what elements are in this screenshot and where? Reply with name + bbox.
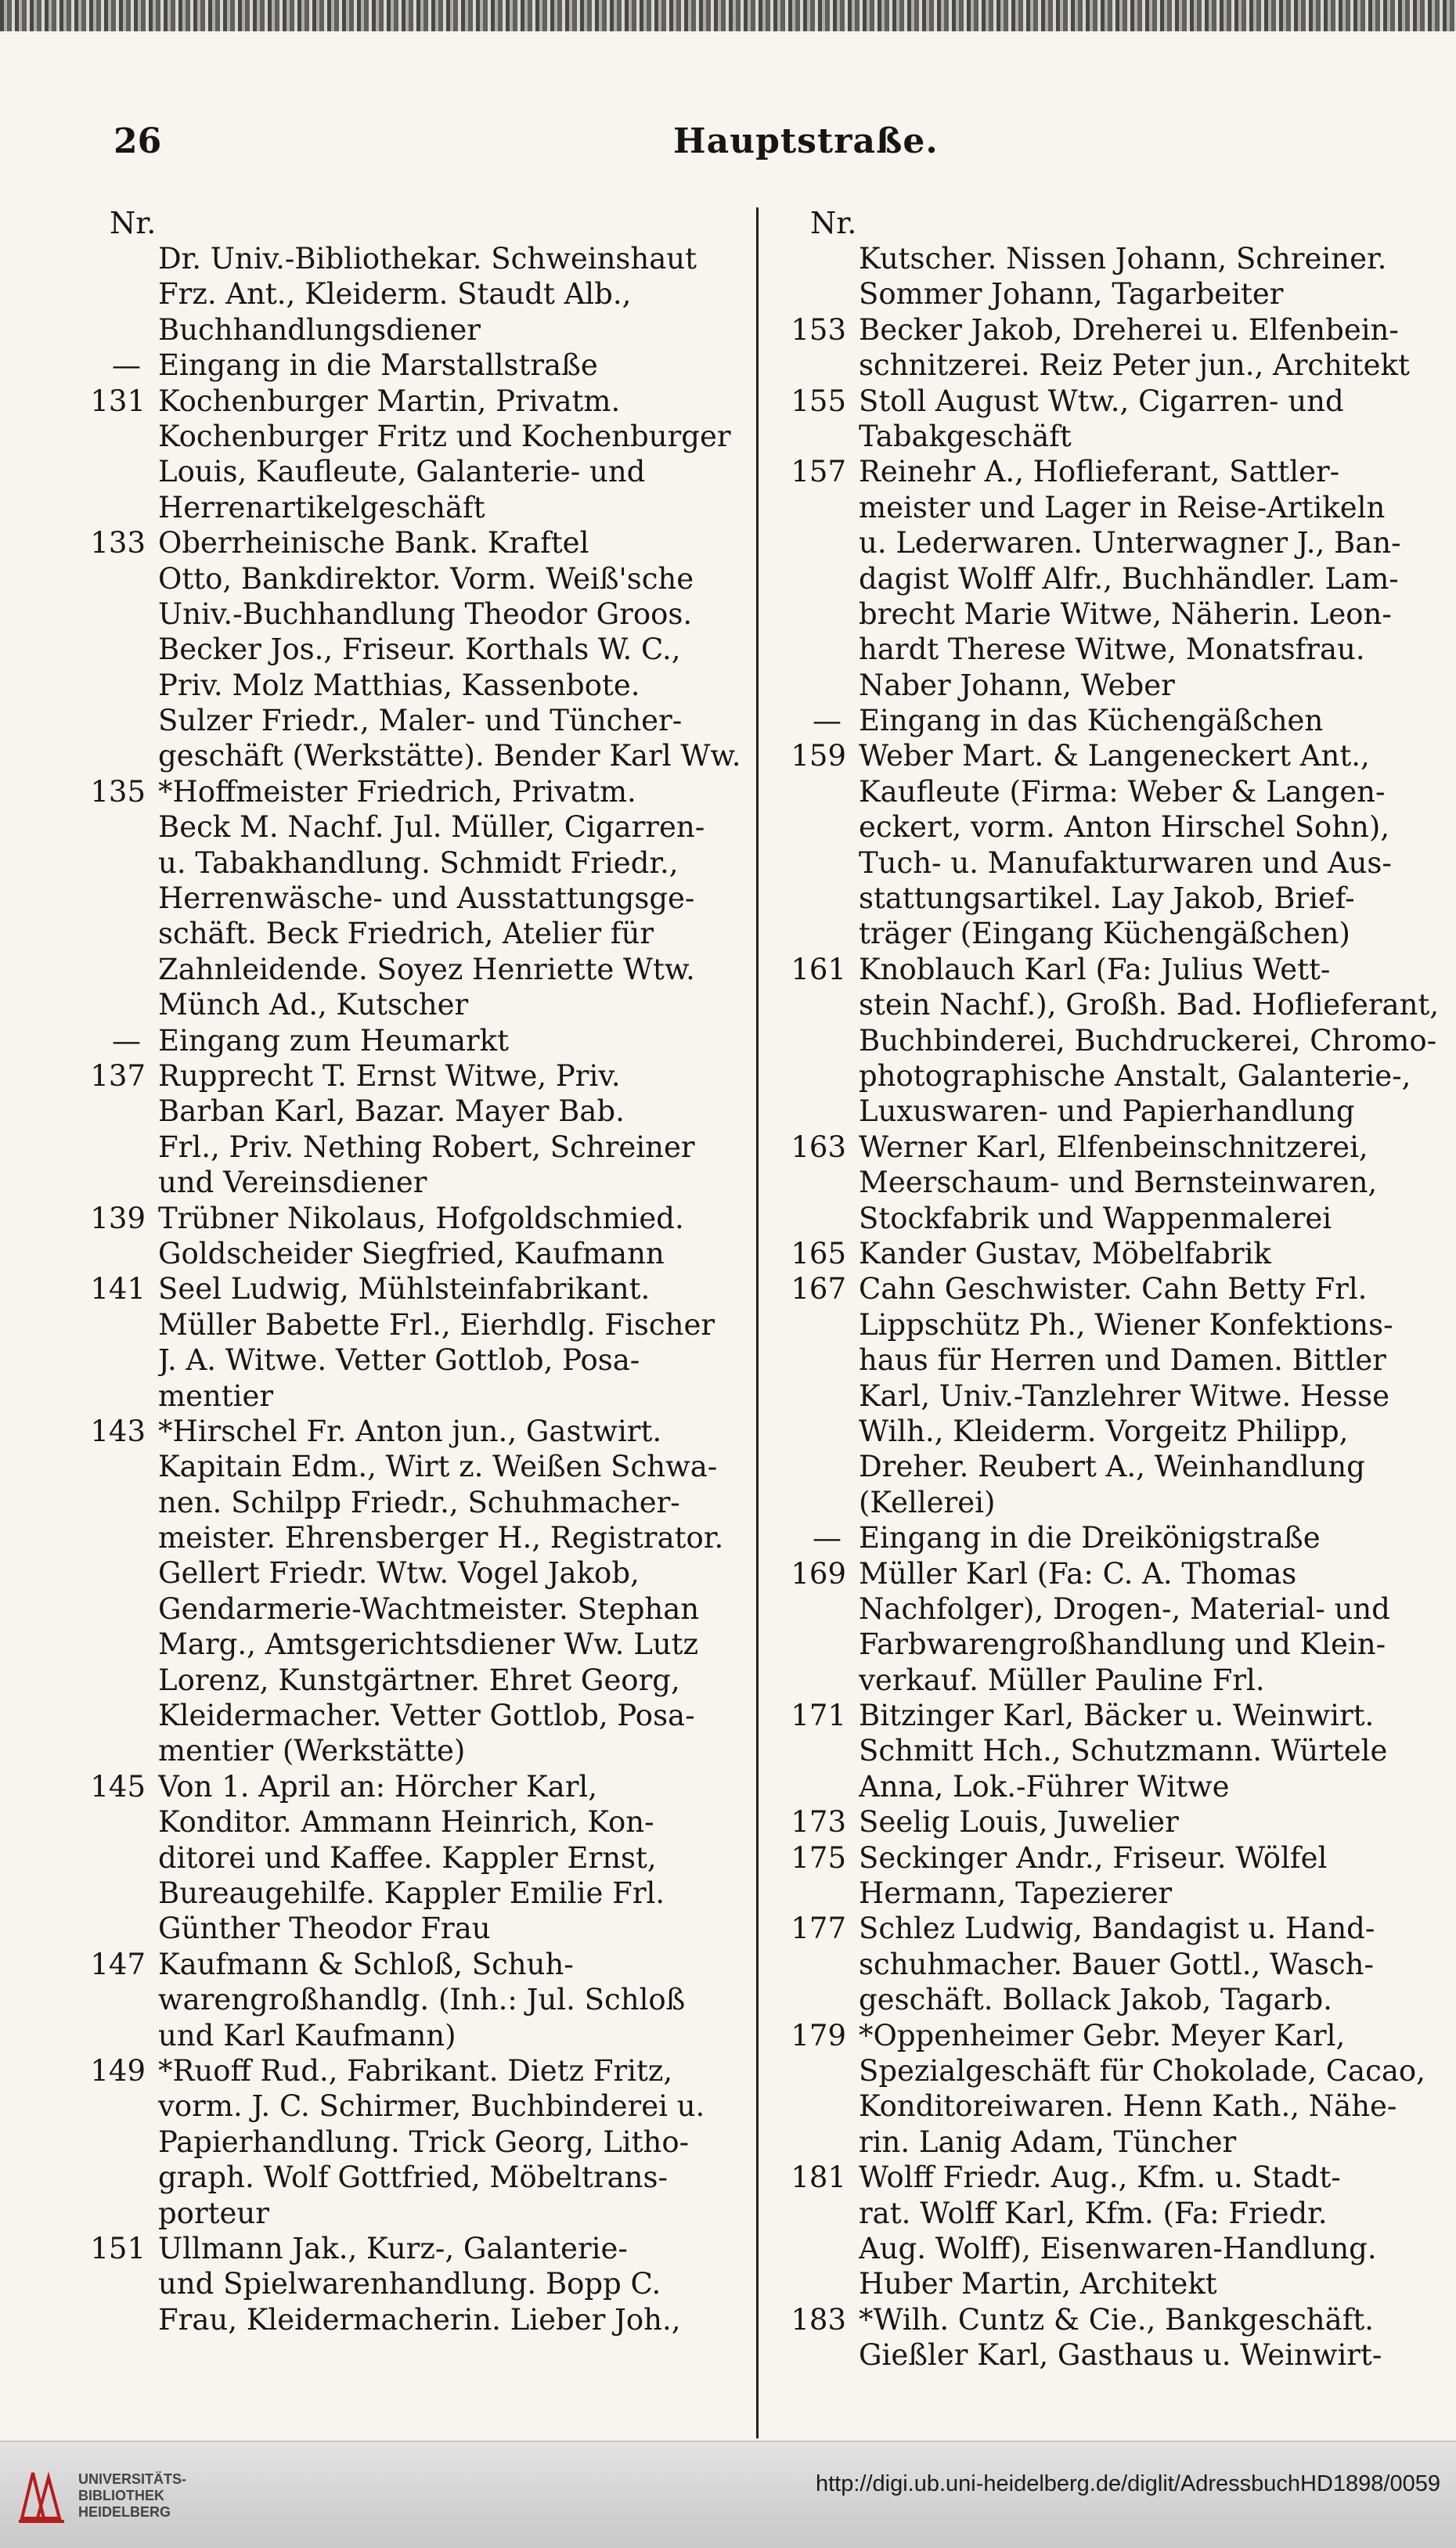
house-number: 143: [90, 1414, 146, 1448]
entry-line: Meerschaum- und Bernsteinwaren,: [859, 1166, 1378, 1200]
entry-text: [859, 384, 1417, 455]
house-number: 181: [791, 2161, 846, 2195]
library-name-line: BIBLIOTHEK: [78, 2488, 164, 2503]
address-entry: [70, 1947, 744, 2053]
entry-line: Werner Karl, Elfenbeinschnitzerei,: [859, 1130, 1368, 1164]
right-column: [771, 205, 1440, 2373]
entry-line: Eingang zum Heumarkt: [158, 1023, 509, 1058]
entry-line: vorm. J. C. Schirmer, Buchbinderei u.: [158, 2089, 705, 2124]
entry-line: Oberrheinische Bank. Kraftel: [158, 526, 589, 560]
entry-line: Cahn Geschwister. Cahn Betty Frl.: [859, 1272, 1368, 1306]
entry-line: Dreher. Reubert A., Weinhandlung: [859, 1450, 1365, 1484]
entry-line: Stoll August Wtw., Cigarren- und: [859, 384, 1344, 418]
entry-text: [158, 2231, 744, 2337]
entry-text: [859, 1698, 1417, 1804]
entry-line: meister. Ehrensberger H., Registrator.: [158, 1521, 724, 1555]
entry-line: Spezialgeschäft für Chokolade, Cacao,: [859, 2053, 1425, 2088]
entry-line: Seelig Louis, Juwelier: [859, 1805, 1179, 1840]
entry-line: photographische Anstalt, Galanterie-,: [859, 1059, 1411, 1093]
house-number: 159: [791, 739, 846, 773]
library-name-line: UNIVERSITÄTS-: [78, 2471, 187, 2487]
entry-text: [158, 384, 744, 526]
house-number: [771, 241, 859, 312]
entry-line: Konditoreiwaren. Henn Kath., Nähe-: [859, 2089, 1397, 2124]
entry-line: Zahnleidende. Soyez Henriette Wtw.: [158, 952, 695, 986]
entry-line: Louis, Kaufleute, Galanterie- und: [158, 455, 646, 489]
house-number: 141: [90, 1272, 146, 1306]
entry-text: [859, 454, 1417, 703]
house-number: 173: [791, 1805, 846, 1840]
entry-line: *Hirschel Fr. Anton jun., Gastwirt.: [158, 1414, 662, 1448]
entry-line: mentier: [158, 1379, 274, 1413]
entry-line: meister und Lager in Reise-Artikeln: [859, 490, 1386, 524]
entry-line: Konditor. Ammann Heinrich, Kon-: [158, 1805, 654, 1840]
entry-line: Kutscher. Nissen Johann, Schreiner.: [859, 242, 1387, 276]
nr-header: Nr.: [110, 206, 157, 240]
house-number: 177: [791, 1912, 846, 1946]
entry-line: Farbwarengroßhandlung und Klein-: [859, 1627, 1386, 1662]
entry-line: eckert, vorm. Anton Hirschel Sohn),: [859, 810, 1390, 845]
entrance-marker: —: [813, 704, 842, 738]
entry-line: Buchbinderei, Buchdruckerei, Chromo-: [859, 1023, 1437, 1058]
entry-line: *Oppenheimer Gebr. Meyer Karl,: [859, 2018, 1346, 2052]
entry-line: nen. Schilpp Friedr., Schuhmacher-: [158, 1485, 680, 1519]
entry-line: Eingang in das Küchengäßchen: [859, 704, 1324, 738]
entry-line: Stockfabrik und Wappenmalerei: [859, 1201, 1332, 1235]
entry-line: ditorei und Kaffee. Kappler Ernst,: [158, 1840, 657, 1875]
footer-bar: [0, 2441, 1456, 2548]
entry-line: Münch Ad., Kutscher: [158, 988, 469, 1022]
entry-line: Hermann, Tapezierer: [859, 1876, 1173, 1911]
entry-line: Kaufleute (Firma: Weber & Langen-: [859, 774, 1386, 809]
entry-line: Kaufmann & Schloß, Schuh-: [158, 1947, 574, 1981]
entry-line: Otto, Bankdirektor. Vorm. Weiß'sche: [158, 561, 694, 596]
entry-text: [158, 348, 744, 383]
entry-text: [158, 1058, 744, 1201]
entry-line: Eingang in die Dreikönigstraße: [859, 1521, 1321, 1555]
entry-line: Bureaugehilfe. Kappler Emilie Frl.: [158, 1876, 665, 1910]
entry-line: Kochenburger Martin, Privatm.: [158, 384, 621, 418]
entry-line: porteur: [158, 2196, 269, 2230]
entry-text: [859, 2018, 1425, 2161]
entry-line: Müller Babette Frl., Eierhdlg. Fischer: [158, 1307, 715, 1342]
entry-line: Buchhandlungsdiener: [158, 312, 481, 347]
address-entry: [70, 2231, 744, 2337]
entry-line: *Ruoff Rud., Fabrikant. Dietz Fritz,: [158, 2053, 673, 2088]
entry-line: u. Tabakhandlung. Schmidt Friedr.,: [158, 845, 679, 880]
entry-line: und Vereinsdiener: [158, 1166, 427, 1200]
page-number: 26: [114, 121, 162, 161]
entry-line: (Kellerei): [859, 1485, 996, 1519]
address-entry: [771, 703, 1417, 738]
entrance-marker: —: [813, 1521, 842, 1555]
house-number: 161: [791, 952, 846, 986]
entry-line: Gendarmerie-Wachtmeister. Stephan: [158, 1591, 700, 1626]
house-number: 175: [791, 1840, 846, 1875]
entry-line: rat. Wolff Karl, Kfm. (Fa: Friedr.: [859, 2196, 1328, 2230]
entry-line: Wolff Friedr. Aug., Kfm. u. Stadt-: [859, 2161, 1341, 2195]
entry-line: rin. Lanig Adam, Tüncher: [859, 2125, 1237, 2159]
column-divider: [756, 207, 759, 2438]
house-number: 169: [791, 1556, 846, 1591]
entry-text: [859, 2160, 1417, 2302]
entry-line: Rupprecht T. Ernst Witwe, Priv.: [158, 1059, 621, 1094]
address-entry: [771, 1520, 1417, 1555]
address-entry: [70, 525, 744, 774]
entry-line: schuhmacher. Bauer Gottl., Wasch-: [859, 1947, 1374, 1981]
library-logo-icon: [16, 2463, 70, 2526]
entry-line: hardt Therese Witwe, Monatsfrau.: [859, 632, 1365, 667]
entry-line: Barban Karl, Bazar. Mayer Bab.: [158, 1094, 625, 1129]
address-entry: [771, 1698, 1417, 1804]
house-number: 131: [90, 384, 146, 418]
entry-line: Weber Mart. & Langeneckert Ant.,: [859, 739, 1370, 773]
entry-line: Marg., Amtsgerichtsdiener Ww. Lutz: [158, 1627, 698, 1662]
entry-line: Trübner Nikolaus, Hofgoldschmied.: [158, 1201, 684, 1235]
entry-text: [859, 241, 1417, 312]
entry-line: Frz. Ant., Kleiderm. Staudt Alb.,: [158, 277, 632, 312]
address-entry: [771, 1804, 1417, 1840]
entry-line: Bitzinger Karl, Bäcker u. Weinwirt.: [859, 1699, 1375, 1733]
address-entry: [771, 1911, 1417, 2017]
entry-line: schnitzerei. Reiz Peter jun., Architekt: [859, 348, 1410, 383]
house-number: 147: [90, 1947, 146, 1981]
address-entry: [771, 1556, 1417, 1699]
entry-text: [158, 1947, 744, 2053]
entry-line: träger (Eingang Küchengäßchen): [859, 917, 1350, 951]
entry-line: Goldscheider Siegfried, Kaufmann: [158, 1236, 665, 1270]
entry-line: Knoblauch Karl (Fa: Julius Wett-: [859, 952, 1331, 986]
entry-line: Naber Johann, Weber: [859, 668, 1175, 702]
address-entry: [771, 2302, 1417, 2373]
address-entry: [70, 241, 744, 348]
entry-line: u. Lederwaren. Unterwagner J., Ban-: [859, 526, 1401, 560]
house-number: 157: [791, 455, 846, 489]
entry-line: Schmitt Hch., Schutzmann. Würtele: [859, 1734, 1388, 1768]
entry-line: Tuch- u. Manufakturwaren und Aus-: [859, 845, 1392, 880]
entry-text: [158, 1769, 744, 1947]
address-entry: [771, 1130, 1417, 1236]
address-entry: [70, 1769, 744, 1947]
entry-text: [859, 1911, 1417, 2017]
entry-text: [859, 738, 1417, 951]
entry-text: [158, 525, 744, 774]
address-entry: [70, 1023, 744, 1058]
source-url-link[interactable]: http://digi.ub.uni-heidelberg.de/diglit/AdressbuchHD1898/0059: [815, 2471, 1440, 2496]
entry-line: *Hoffmeister Friedrich, Privatm.: [158, 774, 636, 809]
address-entry: [70, 774, 744, 1023]
address-entry: [70, 1201, 744, 1272]
address-entry: [70, 348, 744, 383]
entry-line: Becker Jakob, Dreherei u. Elfenbein-: [859, 312, 1399, 347]
entrance-marker: —: [112, 348, 141, 383]
house-number: [70, 241, 158, 348]
address-entry: [70, 1414, 744, 1769]
address-entry: [70, 1271, 744, 1414]
house-number: 171: [791, 1699, 846, 1733]
address-entry: [771, 2160, 1417, 2302]
entry-line: Sulzer Friedr., Maler- und Tüncher-: [158, 704, 683, 738]
entry-line: geschäft (Werkstätte). Bender Karl Ww.: [158, 739, 741, 773]
entry-line: Eingang in die Marstallstraße: [158, 348, 598, 383]
entry-line: stattungsartikel. Lay Jakob, Brief-: [859, 881, 1355, 916]
entry-text: [158, 1023, 744, 1058]
entry-text: [859, 1236, 1417, 1271]
entry-line: Wilh., Kleiderm. Vorgeitz Philipp,: [859, 1414, 1349, 1448]
library-name-line: HEIDELBERG: [78, 2504, 171, 2520]
house-number: 151: [90, 2231, 146, 2265]
entry-line: geschäft. Bollack Jakob, Tagarb.: [859, 1983, 1332, 2017]
address-entry: [771, 1236, 1417, 1271]
entry-line: Schlez Ludwig, Bandagist u. Hand-: [859, 1912, 1375, 1946]
house-number: 179: [791, 2018, 846, 2052]
address-entry: [771, 241, 1417, 312]
address-entry: [70, 2053, 744, 2231]
house-number: 149: [90, 2053, 146, 2088]
entry-line: Reinehr A., Hoflieferant, Sattler-: [859, 455, 1340, 489]
house-number: 139: [90, 1201, 146, 1235]
entry-text: [859, 952, 1439, 1130]
entry-line: graph. Wolf Gottfried, Möbeltrans-: [158, 2161, 668, 2195]
scan-edge: [0, 0, 1456, 31]
entry-line: *Wilh. Cuntz & Cie., Bankgeschäft.: [859, 2302, 1375, 2337]
address-entry: [771, 312, 1417, 384]
entry-line: und Karl Kaufmann): [158, 2018, 456, 2052]
entry-line: Herrenartikelgeschäft: [158, 490, 485, 524]
house-number: 135: [90, 774, 146, 809]
entry-line: Kleidermacher. Vetter Gottlob, Posa-: [158, 1699, 695, 1733]
entry-line: Univ.-Buchhandlung Theodor Groos.: [158, 596, 693, 631]
house-number: 137: [90, 1059, 146, 1094]
address-entry: [771, 2018, 1425, 2161]
entry-text: [859, 312, 1417, 384]
entry-line: brecht Marie Witwe, Näherin. Leon-: [859, 596, 1392, 631]
entry-line: Seel Ludwig, Mühlsteinfabrikant.: [158, 1272, 651, 1306]
entry-line: Aug. Wolff), Eisenwaren-Handlung.: [859, 2231, 1377, 2265]
house-number: 145: [90, 1769, 146, 1804]
entry-line: Kander Gustav, Möbelfabrik: [859, 1236, 1271, 1270]
entry-line: Kapitain Edm., Wirt z. Weißen Schwa-: [158, 1450, 718, 1484]
entry-line: Kochenburger Fritz und Kochenburger: [158, 419, 731, 453]
entry-line: Papierhandlung. Trick Georg, Litho-: [158, 2125, 690, 2159]
entry-line: und Spielwarenhandlung. Bopp C.: [158, 2267, 661, 2301]
entry-text: [859, 703, 1417, 738]
address-entry: [70, 1058, 744, 1201]
entry-text: [859, 1840, 1417, 1912]
entry-text: [859, 2302, 1417, 2373]
entry-line: Müller Karl (Fa: C. A. Thomas: [859, 1556, 1297, 1591]
library-name: [78, 2471, 186, 2521]
entry-text: [158, 1201, 744, 1272]
house-number: 155: [791, 384, 846, 418]
address-entry: [771, 738, 1417, 951]
entrance-marker: —: [112, 1023, 141, 1058]
entry-line: verkauf. Müller Pauline Frl.: [859, 1663, 1265, 1697]
entry-line: stein Nachf.), Großh. Bad. Hoflieferant,: [859, 988, 1440, 1022]
left-column: [70, 205, 744, 2337]
entry-line: Tabakgeschäft: [859, 419, 1072, 453]
entry-line: Günther Theodor Frau: [158, 1912, 491, 1946]
address-entry: [771, 952, 1440, 1130]
entry-line: Gießler Karl, Gasthaus u. Weinwirt-: [859, 2338, 1382, 2373]
entry-line: Von 1. April an: Hörcher Karl,: [158, 1769, 597, 1804]
entry-text: [158, 241, 744, 348]
entry-line: Beck M. Nachf. Jul. Müller, Cigarren-: [158, 810, 705, 845]
entry-text: [158, 2053, 744, 2231]
nr-header: Nr.: [810, 206, 857, 240]
house-number: 153: [791, 312, 846, 347]
entry-line: Herrenwäsche- und Ausstattungsge-: [158, 881, 695, 916]
address-entry: [771, 1271, 1417, 1520]
entry-line: dagist Wolff Alfr., Buchhändler. Lam-: [859, 561, 1399, 596]
entry-line: haus für Herren und Damen. Bittler: [859, 1343, 1386, 1378]
address-entry: [771, 454, 1417, 703]
entry-line: schäft. Beck Friedrich, Atelier für: [158, 917, 654, 951]
house-number: 183: [791, 2302, 846, 2337]
entry-line: Nachfolger), Drogen-, Material- und: [859, 1591, 1390, 1626]
house-number: 133: [90, 526, 146, 560]
entry-line: Lippschütz Ph., Wiener Konfektions-: [859, 1307, 1393, 1342]
entry-text: [859, 1271, 1417, 1520]
entry-line: Karl, Univ.-Tanzlehrer Witwe. Hesse: [859, 1379, 1390, 1413]
entry-line: Lorenz, Kunstgärtner. Ehret Georg,: [158, 1663, 680, 1697]
entry-line: Seckinger Andr., Friseur. Wölfel: [859, 1840, 1328, 1875]
house-number: 167: [791, 1272, 846, 1306]
entry-line: Huber Martin, Architekt: [859, 2267, 1217, 2301]
entry-line: Dr. Univ.-Bibliothekar. Schweinshaut: [158, 242, 697, 276]
house-number: 165: [791, 1236, 846, 1270]
entry-text: [859, 1556, 1417, 1699]
entry-text: [859, 1804, 1417, 1840]
page-title: Hauptstraße.: [673, 121, 939, 161]
entry-text: [859, 1130, 1417, 1236]
entry-line: Ullmann Jak., Kurz-, Galanterie-: [158, 2231, 628, 2265]
address-entry: [70, 384, 744, 526]
entry-text: [158, 1271, 744, 1414]
entry-line: Becker Jos., Friseur. Korthals W. C.,: [158, 632, 681, 667]
entry-text: [859, 1520, 1417, 1555]
entry-line: Gellert Friedr. Wtw. Vogel Jakob,: [158, 1556, 640, 1591]
entry-line: mentier (Werkstätte): [158, 1734, 466, 1768]
entry-line: Sommer Johann, Tagarbeiter: [859, 277, 1284, 312]
entry-line: Anna, Lok.-Führer Witwe: [859, 1769, 1230, 1804]
entry-text: [158, 1414, 744, 1769]
entry-line: Priv. Molz Matthias, Kassenbote.: [158, 668, 640, 702]
entry-text: [158, 774, 744, 1023]
entry-line: warengroßhandlg. (Inh.: Jul. Schloß: [158, 1983, 686, 2017]
house-number: 163: [791, 1130, 846, 1164]
entry-line: Frau, Kleidermacherin. Lieber Joh.,: [158, 2302, 681, 2337]
entry-line: J. A. Witwe. Vetter Gottlob, Posa-: [158, 1343, 640, 1378]
entry-line: Frl., Priv. Nething Robert, Schreiner: [158, 1130, 695, 1164]
entry-line: Luxuswaren- und Papierhandlung: [859, 1094, 1355, 1129]
address-entry: [771, 1840, 1417, 1912]
address-entry: [771, 384, 1417, 455]
